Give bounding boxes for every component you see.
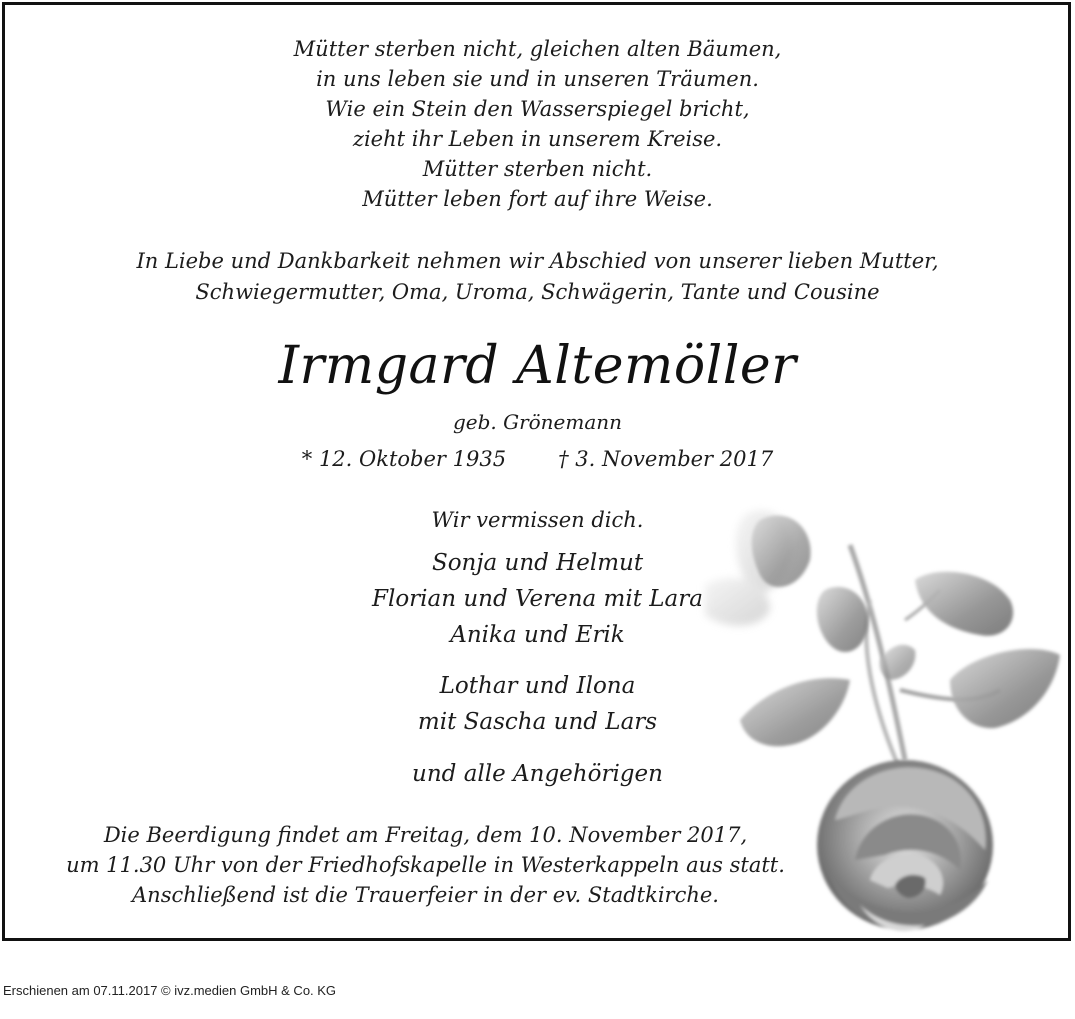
- death-date: † 3. November 2017: [558, 447, 774, 471]
- funeral-line-3: Anschließend ist die Trauerfeier in der ev. Stadtkirche.: [132, 883, 719, 907]
- family-line-5: mit Sascha und Lars: [417, 709, 658, 735]
- poem-line-6: Mütter leben fort auf ihre Weise.: [362, 187, 713, 211]
- funeral-line-2: um 11.30 Uhr von der Friedhofskapelle in Westerkappeln aus statt.: [66, 853, 785, 877]
- birth-date: * 12. Oktober 1935: [301, 447, 507, 471]
- funeral-line-1: Die Beerdigung findet am Freitag, dem 10. November 2017,: [103, 823, 748, 847]
- family-line-1: Sonja und Helmut: [431, 550, 644, 576]
- poem-line-4: zieht ihr Leben in unserem Kreise.: [352, 127, 723, 151]
- intro-line-2: Schwiegermutter, Oma, Uroma, Schwägerin, Tante und Cousine: [195, 280, 880, 304]
- deceased-name: Irmgard Altemöller: [278, 336, 797, 396]
- family-line-3: Anika und Erik: [450, 622, 625, 648]
- message: Wir vermissen dich.: [431, 508, 644, 532]
- birth-name: geb. Grönemann: [452, 410, 623, 434]
- life-dates: [0, 447, 1075, 471]
- poem-line-2: in uns leben sie und in unseren Träumen.: [316, 67, 759, 91]
- family-line-2: Florian und Verena mit Lara: [372, 586, 703, 612]
- publication-footer: Erschienen am 07.11.2017 © ivz.medien GmbH & Co. KG: [3, 983, 337, 998]
- intro-line-1: In Liebe und Dankbarkeit nehmen wir Abschied von unserer lieben Mutter,: [136, 249, 939, 273]
- poem-line-3: Wie ein Stein den Wasserspiegel bricht,: [325, 97, 750, 121]
- family-line-4: Lothar und Ilona: [439, 673, 636, 699]
- relatives-line: und alle Angehörigen: [412, 761, 663, 787]
- poem-line-1: Mütter sterben nicht, gleichen alten Bäumen,: [293, 37, 782, 61]
- poem-line-5: Mütter sterben nicht.: [422, 157, 653, 181]
